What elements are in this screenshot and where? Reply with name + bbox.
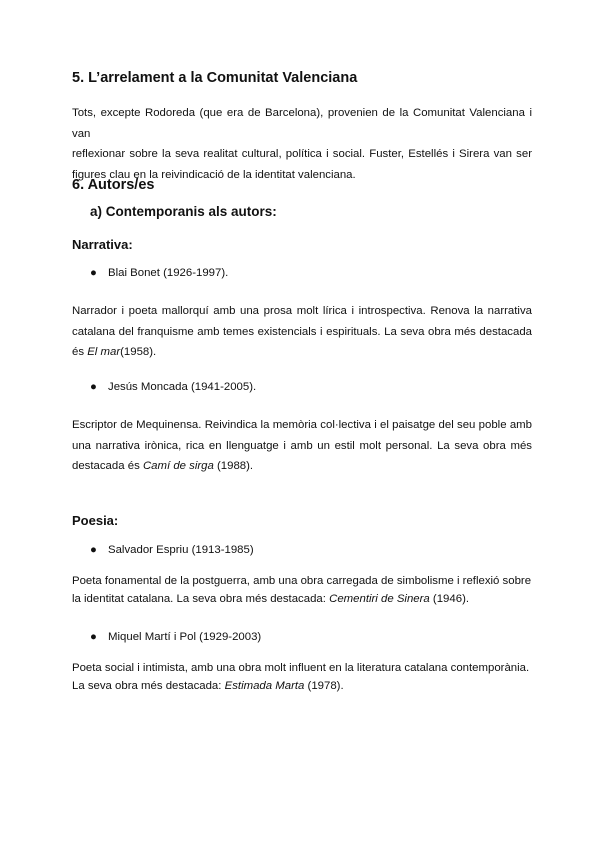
line-text: La seva obra més destacada:: [72, 680, 225, 692]
paragraph-line: Poeta fonamental de la postguerra, amb una obra carregada de simbolisme i reflexió sobre: [72, 575, 532, 587]
author-bullet-miquel-marti-i-pol: [90, 631, 261, 643]
line-text: (1946).: [429, 593, 470, 605]
author-name: Jesús Moncada (1941-2005).: [108, 381, 257, 393]
paragraph-line: catalana del franquisme amb temes existencials i espirituals. La seva obra més destacada: [72, 325, 532, 338]
author-bullet-blai-bonet: [90, 267, 228, 279]
paragraph-line: Poeta social i intimista, amb una obra molt influent en la literatura catalana contemporània.: [72, 662, 530, 674]
author-bullet-jesus-moncada: [90, 381, 256, 393]
paragraph-line: figures clau en la reivindicació de la identitat valenciana.: [72, 168, 356, 181]
line-text: (1958).: [120, 346, 157, 358]
paragraph-last-line: [72, 677, 532, 695]
bullet-icon: ●: [90, 381, 97, 393]
paragraph-line: reflexionar sobre la seva realitat cultural, política i social. Fuster, Estellés i Sirera van ser: [72, 148, 532, 160]
bullet-icon: ●: [90, 544, 97, 556]
paragraph-line: Escriptor de Mequinensa. Reivindica la memòria col·lectiva i el paisatge del seu poble amb: [72, 419, 532, 431]
section-5-paragraph: [72, 103, 532, 185]
line-text: (1988).: [213, 460, 254, 472]
section-5-heading: 5. L’arrelament a la Comunitat Valenciana: [72, 70, 358, 86]
author-paragraph-salvador-espriu: [72, 572, 532, 608]
author-name: Miquel Martí i Pol (1929-2003): [108, 631, 262, 643]
bullet-icon: ●: [90, 631, 97, 643]
author-name: Blai Bonet (1926-1997).: [108, 267, 229, 279]
author-bullet-salvador-espriu: [90, 544, 254, 556]
work-title: El mar: [87, 346, 121, 358]
bullet-icon: ●: [90, 267, 97, 279]
paragraph-last-line: [72, 590, 532, 608]
work-title: Estimada Marta: [224, 680, 305, 692]
line-text: és: [72, 346, 88, 358]
paragraph-line: una narrativa irònica, rica en llenguatge i amb un estil molt personal. La seva obra més: [72, 439, 532, 452]
line-text: la identitat catalana. La seva obra més destacada:: [72, 593, 330, 605]
paragraph-last-line: [72, 342, 532, 363]
work-title: Cementiri de Sinera: [329, 593, 430, 605]
line-text: destacada és: [72, 460, 143, 472]
narrativa-heading: Narrativa:: [72, 237, 133, 252]
work-title: Camí de sirga: [142, 460, 214, 472]
author-paragraph-miquel-marti-i-pol: [72, 659, 532, 695]
author-name: Salvador Espriu (1913-1985): [108, 544, 254, 556]
line-text: (1978).: [304, 680, 344, 692]
paragraph-line: Tots, excepte Rodoreda (que era de Barcelona), provenien de la Comunitat Valenciana i van: [72, 107, 532, 140]
section-6-heading: 6. Autors/es: [72, 177, 155, 193]
section-6a-heading: a) Contemporanis als autors:: [90, 204, 277, 219]
paragraph-line: Narrador i poeta mallorquí amb una prosa molt lírica i introspectiva. Renova la narrativa: [72, 305, 532, 317]
author-paragraph-blai-bonet: [72, 301, 532, 363]
poesia-heading: Poesia:: [72, 513, 119, 528]
author-paragraph-jesus-moncada: [72, 415, 532, 477]
paragraph-last-line: [72, 456, 532, 477]
